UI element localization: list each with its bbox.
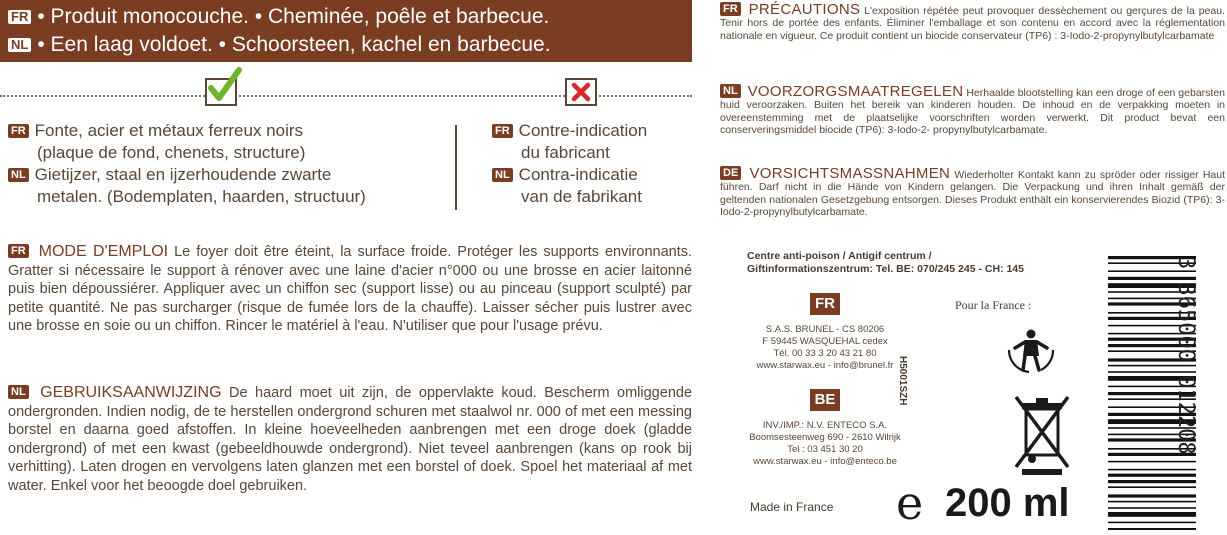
fr-company-line2: F 59445 WASQUEHAL cedex (762, 336, 888, 347)
check-icon (205, 78, 237, 106)
banner-nl-text: • Een laag voldoet. • Schoorsteen, kachel en barbecue. (37, 33, 551, 56)
fr-company (745, 324, 905, 372)
nl-badge: NL (8, 385, 29, 399)
crossed-bin-icon (1012, 395, 1072, 475)
voorzorg-title: VOORZORGSMAATREGELEN (747, 83, 964, 100)
be-company-badge: BE (810, 389, 840, 411)
fr-badge: FR (8, 10, 31, 24)
vertical-divider (455, 125, 457, 210)
precautions-title: PRÉCAUTIONS (748, 1, 861, 18)
mode-emploi-section (8, 243, 692, 336)
nl-badge: NL (8, 38, 31, 52)
barcode-number: 3 365000 012208 (1173, 256, 1198, 455)
made-in: Made in France (750, 500, 834, 514)
vorsicht-section (720, 166, 1225, 219)
barcode-bar (1108, 522, 1196, 524)
de-badge: DE (720, 166, 741, 180)
be-company-line1: INV./IMP.: N.V. ENTECO S.A. (762, 420, 888, 431)
be-company-line4: www.starwax.eu - info@enteco.be (753, 456, 897, 467)
precautions-section (720, 2, 1225, 42)
barcode-bar (1108, 474, 1196, 477)
contra-nl-line2: van de fabrikant (521, 187, 642, 206)
be-company (740, 420, 910, 468)
fr-company-line3: Tél. 00 33 3 20 43 21 80 (773, 348, 877, 359)
voorzorg-section (720, 84, 1225, 137)
contra-fr-line1: Contre-indication (518, 121, 648, 140)
nl-badge: NL (492, 168, 513, 182)
gebruik-text: De haard moet uit zijn, de oppervlakte koud. Bescherm omliggende ondergronden. Indien nodig, de te herstellen ondergrond schuren met staalwol nr. 000 of met een messing borstel en daarna goed afstoffen. In kleine hoeveelheden aanbrengen met een droge doek (gladde ondergrond) of met een kwast (gebeeldhouwde ondergrond). Niet teveel aanbrengen (kans op rook bij verhitting). Laten drogen en vervolgens laten glanzen met een borstel of doek. Spoel het materiaal af met water. Enkel voor het beoogde doel gebruiken. (8, 385, 693, 494)
nl-badge: NL (720, 84, 741, 98)
suitable-fr-line1: Fonte, acier et métaux ferreux noirs (34, 121, 304, 140)
be-company-line3: Tel : 03 451 30 20 (787, 444, 863, 455)
pour-la-france: Pour la France : (955, 298, 1032, 312)
gebruik-section (8, 384, 692, 496)
banner-fr-line (8, 4, 549, 30)
voorzorg-text: Herhaalde blootstelling kan een droge of een gebarsten huid veroorzaken. Buiten het bereik van kinderen houden. De inhoud en de verpakking moeten in overeenstemming met de plaatselijke voorschriften worden verwerkt. Dit product bevat een conserveringsmiddel biocide (TP6): 3-Iodo-2- propynylbutylcarbamate. (720, 87, 1226, 137)
mode-emploi-text: Le foyer doit être éteint, la surface froide. Protéger les supports environnants. Gratter si nécessaire le support à rénover avec une laine d'acier n°000 ou une brosse en acier laitonné puis bien dépoussiérer. Appliquer avec un chiffon sec (support lisse) ou au pinceau (support sculpté) par petite quantité. Ne pas surcharger (risque de fumée lors de la chauffe). Laisser sécher puis lustrer avec une brosse en soie ou un chiffon. Rincer le matériel à l'eau. N'utiliser que pour l'usage prévu. (8, 244, 693, 335)
barcode-bar (1108, 469, 1196, 471)
suitable-nl (8, 164, 448, 208)
suitable-fr (8, 120, 448, 164)
suitable-nl-line1: Gietijzer, staal en ijzerhoudende zwarte (34, 165, 332, 184)
banner-nl-line (8, 32, 551, 58)
fr-company-badge: FR (810, 293, 840, 315)
barcode-bar (1108, 461, 1196, 463)
contra-nl (492, 164, 692, 208)
barcode-bar (1108, 501, 1196, 503)
triman-icon (1003, 320, 1059, 376)
gebruik-title: GEBRUIKSAANWIJZING (40, 384, 222, 401)
barcode-bar (1108, 507, 1196, 509)
barcode-bar (1108, 480, 1196, 483)
precautions-text: L'exposition répétée peut provoquer dessèchement ou gerçures de la peau. Tenir hors de portée des enfants. Éliminer l'emballage et son contenu en accord avec la réglementation nationale en vigueur. Ce produit contient un biocide conservateur (TP6) : 3-Iodo-2-propynylbutylcarbamate (720, 5, 1225, 42)
banner-fr-text: • Produit monocouche. • Cheminée, poêle et barbecue. (37, 5, 550, 28)
be-company-line2: Boomsesteenweg 690 - 2610 Wilrijk (749, 432, 901, 443)
contra-fr (492, 120, 692, 164)
cross-icon (565, 78, 597, 106)
suitable-nl-line2: metalen. (Bodemplaten, haarden, structuur) (37, 187, 366, 206)
vorsicht-title: VORSICHTSMASSNAHMEN (749, 165, 951, 182)
top-banner (0, 0, 692, 62)
barcode-bar (1108, 512, 1196, 517)
fr-company-line4: www.starwax.eu - info@brunel.fr (756, 360, 894, 371)
antipoison-line1: Centre anti-poison / Antigif centrum / (747, 250, 932, 262)
estimated-sign: e (896, 476, 924, 530)
suitable-fr-line2: (plaque de fond, chenets, structure) (37, 143, 306, 162)
fr-badge: FR (720, 2, 741, 16)
barcode-bar (1108, 486, 1196, 488)
fr-badge: FR (492, 124, 513, 138)
antipoison (747, 250, 1024, 276)
fr-badge: FR (8, 244, 29, 258)
nl-badge: NL (8, 168, 29, 182)
antipoison-line2: Giftinformationszentrum: Tel. BE: 070/245 245 - CH: 145 (747, 263, 1024, 275)
fr-badge: FR (8, 124, 29, 138)
volume: 200 ml (945, 481, 1070, 525)
contra-fr-line2: du fabricant (521, 143, 610, 162)
barcode-bar (1108, 494, 1196, 497)
lot-code: H5001SZH (897, 356, 908, 406)
vorsicht-text: Wiederholter Kontakt kann zu spröder oder rissiger Haut führen. Darf nicht in die Hände von Kindern gelangen. Die Verpackung und ihren Inhalt gemäß der geltenden nationalen Gesetzgebung entsorgen. Dieses Produkt enthält ein konservierendes Biozid (TP6): 3-Iodo-2-propynylbutylcarbamate. (720, 169, 1226, 219)
contra-nl-line1: Contra-indicatie (518, 165, 638, 184)
mode-emploi-title: MODE D'EMPLOI (38, 243, 169, 260)
fr-company-line1: S.A.S. BRUNEL - CS 80206 (765, 324, 885, 335)
